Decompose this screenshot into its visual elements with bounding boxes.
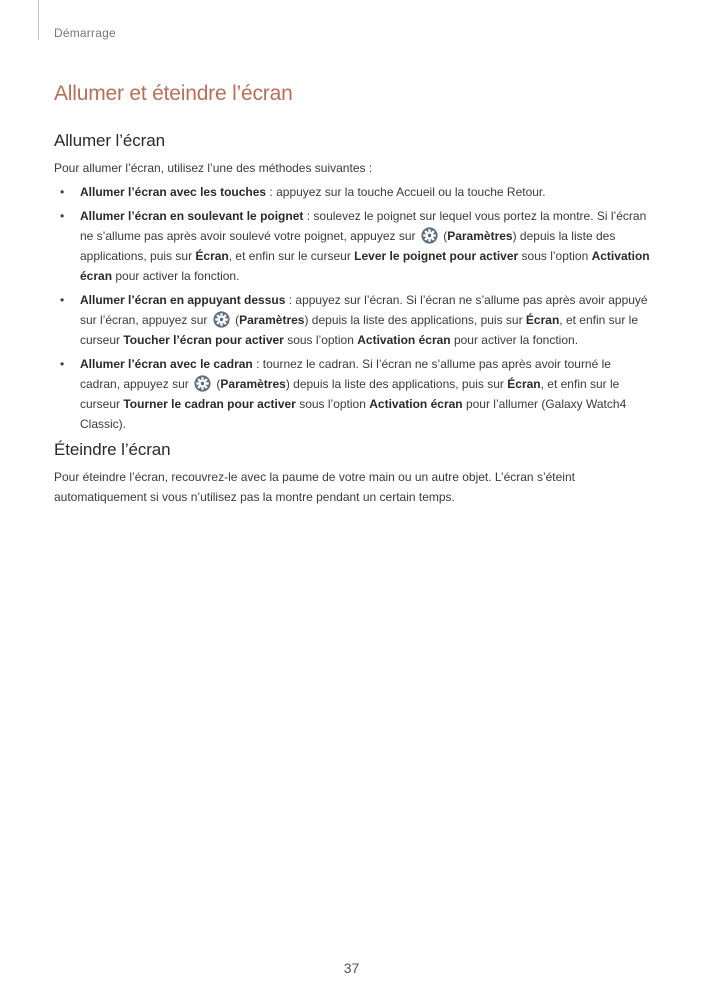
list-item: • Allumer l’écran avec le cadran : tournez le cadran. Si l’écran ne s’allume pas après avoir tourné le cadran, appuyez sur (Paramètres) depuis la liste des applications, puis sur Écran, et enfin sur le curseur Tourner le cadran pour activer sous l’option Activation écran pour l’allumer (Galaxy Watch4 Classic). (54, 354, 650, 434)
method-label: Allumer l’écran en appuyant dessus (80, 293, 286, 307)
header-divider (38, 0, 39, 40)
method-label: Allumer l’écran en soulevant le poignet (80, 209, 304, 223)
method-label: Allumer l’écran avec le cadran (80, 357, 253, 371)
methods-list (54, 182, 650, 438)
section-header: Démarrage (54, 26, 116, 40)
page-number: 37 (343, 960, 360, 976)
heading-eteindre: Éteindre l’écran (54, 440, 171, 459)
settings-gear-icon (421, 227, 438, 244)
list-item: • Allumer l’écran en appuyant dessus : appuyez sur l’écran. Si l’écran ne s’allume pas après avoir appuyé sur l’écran, appuyez sur (Paramètres) depuis la liste des applications, puis sur Écran, et enfin sur le curseur Toucher l’écran pour activer sous l’option Activation écran pour activer la fonction. (54, 290, 650, 350)
list-item: • Allumer l’écran avec les touches : appuyez sur la touche Accueil ou la touche Retour. (54, 182, 650, 202)
page-title: Allumer et éteindre l’écran (54, 82, 293, 105)
heading-allumer: Allumer l’écran (54, 131, 165, 150)
intro-text: Pour allumer l’écran, utilisez l’une des méthodes suivantes : (54, 161, 373, 175)
settings-gear-icon (213, 311, 230, 328)
settings-gear-icon (194, 375, 211, 392)
eteindre-text: Pour éteindre l’écran, recouvrez-le avec la paume de votre main ou un autre objet. L’écran s’éteint automatiquement si vous n’utilisez pas la montre pendant un certain temps. (54, 470, 575, 504)
method-label: Allumer l’écran avec les touches (80, 185, 267, 199)
list-item: • Allumer l’écran en soulevant le poignet : soulevez le poignet sur lequel vous portez la montre. Si l’écran ne s’allume pas après avoir soulevé votre poignet, appuyez sur (Paramètres) depuis la liste des applications, puis sur Écran, et enfin sur le curseur Lever le poignet pour activer sous l’option Activation écran pour activer la fonction. (54, 206, 650, 286)
